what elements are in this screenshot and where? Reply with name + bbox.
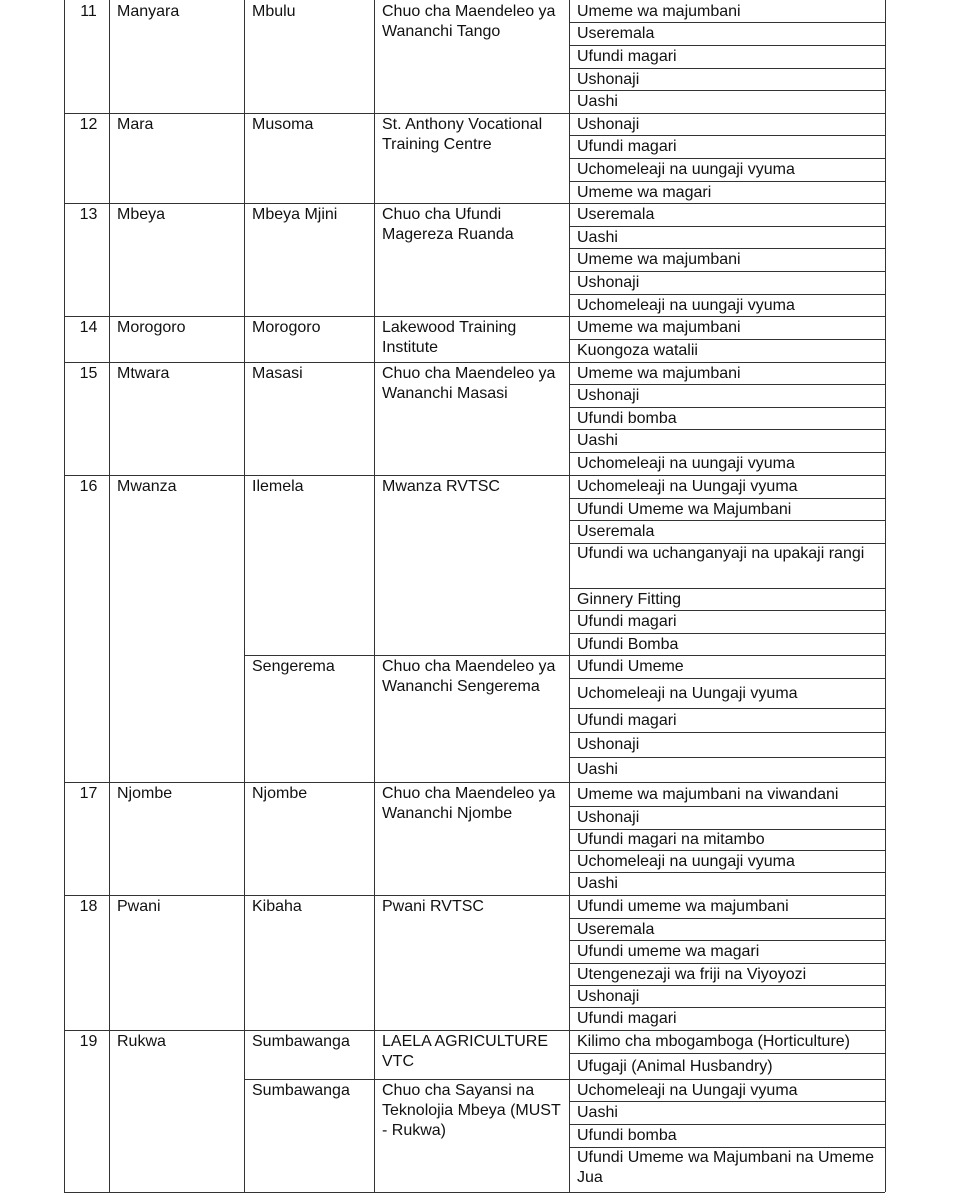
district-cell: Ilemela [252, 478, 304, 495]
course-separator [569, 757, 885, 758]
course-separator [569, 498, 885, 499]
centre-name-cell: LAELA AGRICULTURE VTC [382, 1033, 548, 1070]
course-separator [569, 520, 885, 521]
course-separator [569, 452, 885, 453]
row-number: 19 [79, 1033, 98, 1050]
row-number: 17 [79, 785, 98, 802]
course-separator [569, 985, 885, 986]
course-separator [569, 68, 885, 69]
course-cell: Utengenezaji wa friji na Viyoyozi [577, 965, 807, 983]
district-cell: Kibaha [252, 898, 302, 915]
district-cell: Njombe [252, 785, 308, 802]
course-separator [569, 45, 885, 46]
district-cell: Sumbawanga [252, 1082, 350, 1099]
course-cell: Uashi [577, 432, 618, 449]
course-separator [569, 407, 885, 408]
course-separator [569, 1007, 885, 1008]
course-separator [569, 543, 885, 544]
row-number: 12 [79, 116, 98, 133]
region-cell: Mara [117, 116, 154, 133]
centre-name-cell: Chuo cha Maendeleo ya Wananchi Masasi [382, 365, 556, 402]
course-cell: Ushonaji [577, 987, 640, 1005]
course-cell: Uchomeleaji na Uungaji vyuma [577, 684, 798, 702]
course-cell: Ushonaji [577, 809, 640, 826]
course-cell: Uchomeleaji na Uungaji vyuma [577, 1081, 798, 1099]
course-cell: Ushonaji [577, 115, 640, 133]
course-separator [569, 294, 885, 295]
course-cell: Ufundi bomba [577, 1127, 677, 1144]
course-cell: Ufundi umeme wa majumbani [577, 898, 789, 915]
course-cell: Ushonaji [577, 70, 640, 88]
district-cell: Sumbawanga [252, 1033, 350, 1050]
course-cell: Uashi [577, 1104, 618, 1121]
course-cell: Ufundi umeme wa magari [577, 943, 760, 960]
course-separator [569, 806, 885, 807]
region-cell: Mwanza [117, 478, 177, 495]
course-cell: Umeme wa majumbani [577, 2, 741, 20]
course-cell: Kilimo cha mbogamboga (Horticulture) [577, 1033, 850, 1050]
course-cell: Ufundi bomba [577, 409, 677, 427]
course-cell: Ufundi magari [577, 613, 677, 630]
course-cell: Uchomeleaji na uungaji vyuma [577, 296, 795, 314]
course-cell: Ufundi Umeme wa Majumbani [577, 500, 792, 518]
course-separator [569, 633, 885, 634]
course-cell: Umeme wa majumbani na viwandani [577, 785, 839, 803]
course-separator [569, 135, 885, 136]
region-cell: Manyara [117, 3, 180, 20]
course-separator [569, 181, 885, 182]
district-cell: Masasi [252, 365, 303, 382]
course-separator [569, 678, 885, 679]
course-cell: Useremala [577, 920, 655, 938]
course-separator [569, 226, 885, 227]
course-cell: Ufundi magari [577, 48, 677, 65]
course-cell: Ufundi wa uchanganyaji na upakaji rangi [577, 545, 865, 562]
region-cell: Njombe [117, 785, 173, 802]
course-separator [569, 610, 885, 611]
course-separator [569, 1124, 885, 1125]
course-separator [569, 1053, 885, 1054]
region-cell: Morogoro [117, 319, 186, 336]
course-cell: Ufugaji (Animal Husbandry) [577, 1057, 773, 1075]
course-cell: Umeme wa majumbani [577, 364, 741, 382]
centre-name-cell: Chuo cha Sayansi na Teknolojia Mbeya (MUST - Rukwa) [382, 1082, 561, 1139]
column-line-5 [885, 0, 886, 1192]
centre-name-cell: Chuo cha Maendeleo ya Wananchi Tango [382, 3, 556, 40]
course-cell: Ufundi magari [577, 711, 677, 729]
course-cell: Useremala [577, 206, 655, 223]
row-number: 15 [79, 365, 98, 382]
course-separator [569, 829, 885, 830]
course-cell: Uchomeleaji na uungaji vyuma [577, 852, 795, 870]
row-number: 18 [79, 898, 98, 915]
course-cell: Umeme wa majumbani [577, 251, 741, 268]
course-cell: Ushonaji [577, 387, 640, 404]
centre-name-cell: Chuo cha Maendeleo ya Wananchi Sengerema [382, 658, 556, 695]
course-separator [569, 384, 885, 385]
row-number: 16 [79, 478, 98, 495]
course-separator [569, 940, 885, 941]
region-cell: Mbeya [117, 206, 166, 223]
course-cell: Ufundi Umeme [577, 658, 684, 675]
district-cell: Morogoro [252, 319, 321, 336]
course-separator [569, 732, 885, 733]
course-separator [569, 158, 885, 159]
course-cell: Ufundi Bomba [577, 635, 679, 653]
district-cell: Mbeya Mjini [252, 206, 338, 223]
course-separator [569, 1101, 885, 1102]
course-cell: Ginnery Fitting [577, 590, 682, 608]
course-cell: Uchomeleaji na uungaji vyuma [577, 455, 795, 472]
course-cell: Ushonaji [577, 736, 640, 753]
course-separator [569, 918, 885, 919]
region-cell: Rukwa [117, 1033, 166, 1050]
course-cell: Ufundi magari na mitambo [577, 831, 765, 848]
course-separator [569, 90, 885, 91]
course-cell: Ufundi magari [577, 1010, 677, 1027]
course-separator [569, 708, 885, 709]
course-cell: Ushonaji [577, 274, 640, 291]
row-number: 11 [80, 3, 97, 20]
course-cell: Umeme wa majumbani [577, 319, 741, 336]
course-cell: Ufundi Umeme wa Majumbani na Umeme Jua [577, 1149, 874, 1186]
course-cell: Uchomeleaji na uungaji vyuma [577, 161, 795, 178]
course-separator [569, 872, 885, 873]
centre-name-cell: Chuo cha Maendeleo ya Wananchi Njombe [382, 785, 556, 822]
centre-name-cell: Mwanza RVTSC [382, 478, 500, 495]
region-cell: Mtwara [117, 365, 170, 382]
course-cell: Uashi [577, 875, 618, 892]
course-cell: Kuongoza watalii [577, 342, 698, 359]
course-separator [569, 271, 885, 272]
course-cell: Uchomeleaji na Uungaji vyuma [577, 478, 798, 495]
course-cell: Uashi [577, 228, 618, 246]
row-number: 14 [79, 319, 98, 336]
district-cell: Mbulu [252, 3, 296, 20]
course-cell: Uashi [577, 93, 618, 110]
course-separator [569, 22, 885, 23]
course-cell: Umeme wa magari [577, 183, 712, 201]
course-separator [569, 588, 885, 589]
course-separator [569, 850, 885, 851]
district-cell: Sengerema [252, 658, 335, 675]
centre-name-cell: Lakewood Training Institute [382, 319, 517, 356]
course-cell: Ufundi magari [577, 138, 677, 155]
centre-name-cell: Pwani RVTSC [382, 898, 484, 915]
region-cell: Pwani [117, 898, 161, 915]
course-separator [569, 429, 885, 430]
row-number: 13 [79, 206, 98, 223]
course-separator [569, 963, 885, 964]
course-cell: Useremala [577, 523, 655, 540]
district-cell: Musoma [252, 116, 314, 133]
table-bottom-line [64, 1192, 885, 1193]
course-cell: Useremala [577, 25, 655, 42]
centre-name-cell: St. Anthony Vocational Training Centre [382, 116, 543, 153]
course-separator [569, 1147, 885, 1148]
centre-name-cell: Chuo cha Ufundi Magereza Ruanda [382, 206, 514, 243]
course-cell: Uashi [577, 761, 618, 778]
course-separator [569, 248, 885, 249]
course-separator [569, 339, 885, 340]
